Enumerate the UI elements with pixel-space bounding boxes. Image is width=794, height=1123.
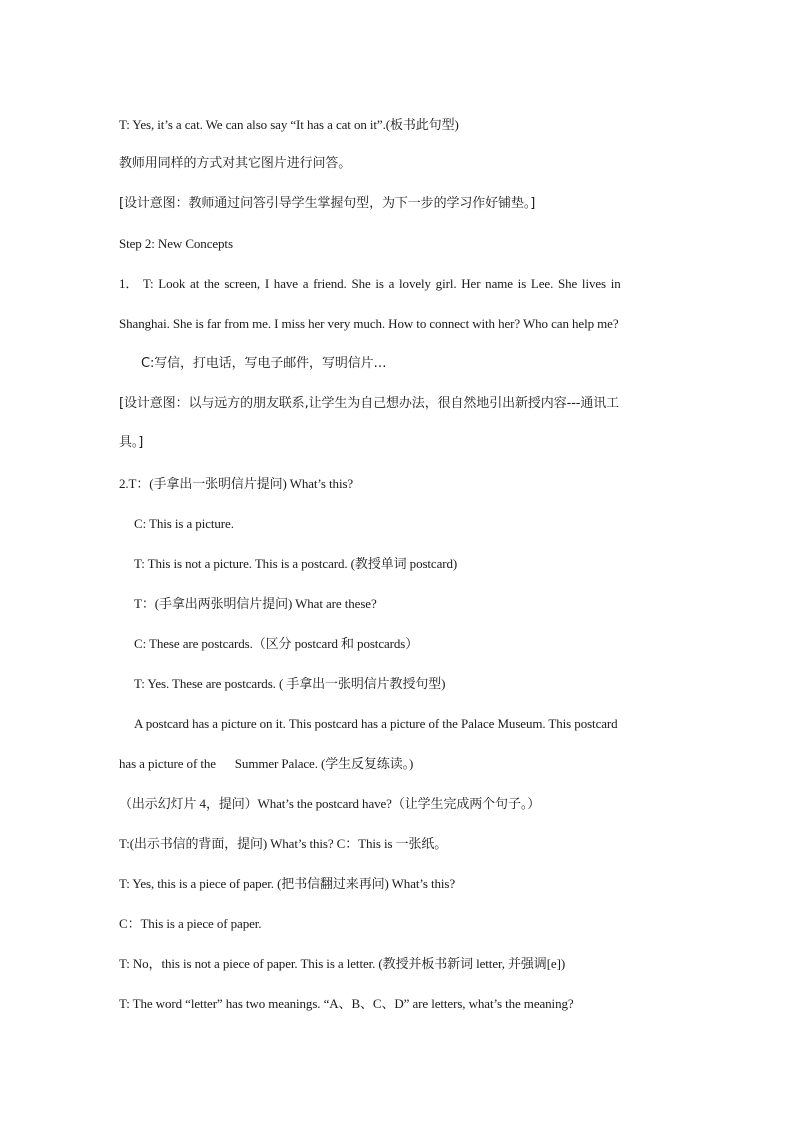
text-line: C: These are postcards.（区分 postcard 和 postcards） xyxy=(134,636,419,651)
text-line: T: Yes. These are postcards. ( 手拿出一张明信片教授句型) xyxy=(134,676,446,691)
text-line: T: Yes, it’s a cat. We can also say “It has a cat on it”.(板书此句型) xyxy=(119,117,459,132)
text-line: 教师用同样的方式对其它图片进行问答。 xyxy=(119,156,352,171)
text-line: Shanghai. She is far from me. I miss her very much. How to connect with her? Who can help me? xyxy=(119,316,619,331)
text-line: C: This is a picture. xyxy=(134,516,234,531)
section-heading: Step 2: New Concepts xyxy=(119,236,233,251)
text-line: T: No，this is not a piece of paper. This is a letter. (教授并板书新词 letter, 并强调[e]) xyxy=(119,956,566,971)
text-line: A postcard has a picture on it. This postcard has a picture of the Palace Museum. This postcard xyxy=(134,716,618,731)
text-line: （出示幻灯片 4，提问）What’s the postcard have?（让学生完成两个句子。） xyxy=(119,796,541,811)
text-line: [设计意图：以与远方的朋友联系,让学生为自己想办法，很自然地引出新授内容---通讯工 xyxy=(119,396,620,411)
text-line: has a picture of the Summer Palace. (学生反复练读。) xyxy=(119,756,414,771)
text-line: T: Yes, this is a piece of paper. (把书信翻过来再问) What’s this? xyxy=(119,876,456,891)
text-line: T：(手拿出两张明信片提问) What are these? xyxy=(134,596,377,611)
text-line: T:(出示书信的背面，提问) What’s this? C：This is 一张纸。 xyxy=(119,836,448,851)
text-line: T: This is not a picture. This is a postcard. (教授单词 postcard) xyxy=(134,556,458,571)
text-line: T: The word “letter” has two meanings. “A、B、C、D” are letters, what’s the meaning? xyxy=(119,996,574,1011)
text-line: C:写信，打电话，写电子邮件，写明信片… xyxy=(141,356,387,371)
text-line: C：This is a piece of paper. xyxy=(119,916,262,931)
text-line: 具。] xyxy=(119,435,144,450)
text-line: [设计意图：教师通过问答引导学生掌握句型，为下一步的学习作好铺垫。] xyxy=(119,196,536,211)
text-line: 1． T: Look at the screen, I have a friend. She is a lovely girl. Her name is Lee. She lives in xyxy=(119,276,621,291)
text-line: 2.T：(手拿出一张明信片提问) What’s this? xyxy=(119,476,354,491)
